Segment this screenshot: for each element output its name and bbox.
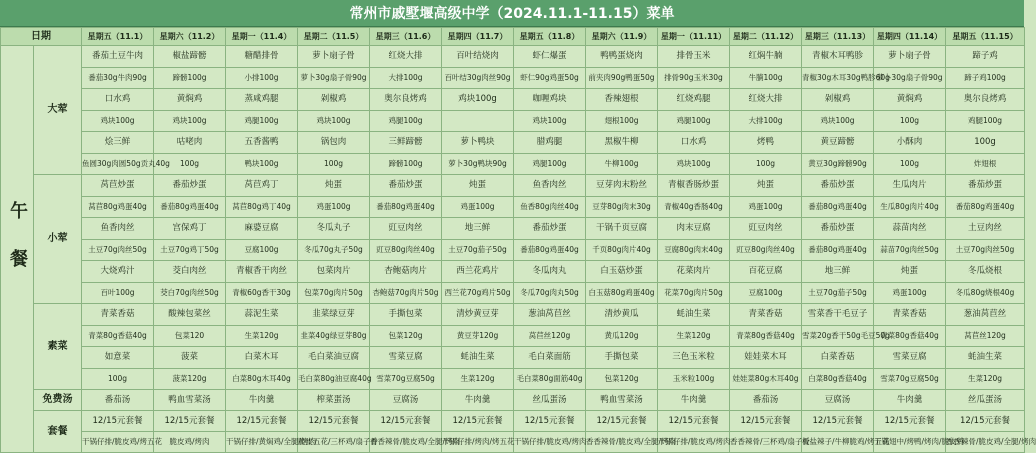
portion-cell: 干锅仔排/脆皮鸡/烤五花 bbox=[82, 432, 154, 453]
dish-cell: 西兰花鸡片 bbox=[442, 261, 514, 283]
dish-cell: 咕咾肉 bbox=[154, 132, 226, 154]
portion-cell: 萝卜30g扇子骨90g bbox=[874, 67, 946, 89]
dish-cell: 12/15元套餐 bbox=[586, 411, 658, 432]
date-cell: 星期六（11.9） bbox=[586, 28, 658, 46]
dish-cell: 番茄土豆牛肉 bbox=[82, 46, 154, 68]
dish-cell: 青椒香肠炒蛋 bbox=[658, 175, 730, 197]
dish-cell: 12/15元套餐 bbox=[226, 411, 298, 432]
portion-cell: 鸡块100g bbox=[802, 110, 874, 132]
dish-cell: 青菜香菇 bbox=[82, 304, 154, 326]
portion-cell: 千页80g肉片40g bbox=[586, 239, 658, 261]
portion-cell: 小排100g bbox=[226, 67, 298, 89]
portion-cell: 蹄子鸡100g bbox=[946, 67, 1025, 89]
portion-cell: 毛白菜80g油豆腐40g bbox=[298, 368, 370, 390]
dish-cell: 莴苣炒蛋 bbox=[82, 175, 154, 197]
date-cell: 星期一（11.4） bbox=[226, 28, 298, 46]
portion-cell: 蒜苗70g肉丝50g bbox=[874, 239, 946, 261]
dish-cell: 蚝油生菜 bbox=[442, 347, 514, 369]
menu-row bbox=[1, 282, 1025, 304]
portion-cell: 土豆70g茄子50g bbox=[442, 239, 514, 261]
dish-cell: 糖醋排骨 bbox=[226, 46, 298, 68]
dish-cell: 青菜香菇 bbox=[874, 304, 946, 326]
dish-cell: 萝卜扇子骨 bbox=[298, 46, 370, 68]
dish-cell: 韭菜绿豆芽 bbox=[298, 304, 370, 326]
portion-cell: 番茄80g鸡蛋40g bbox=[802, 239, 874, 261]
dish-cell: 雪菜香干毛豆子 bbox=[802, 304, 874, 326]
dish-cell: 排骨玉米 bbox=[658, 46, 730, 68]
dish-cell: 鱼香肉丝 bbox=[82, 218, 154, 240]
portion-cell: 黄豆30g蹄髈90g bbox=[802, 153, 874, 175]
portion-cell: 豆腐80g肉末40g bbox=[658, 239, 730, 261]
portion-cell: 鸡块100g bbox=[514, 110, 586, 132]
portion-cell: 豆腐100g bbox=[226, 239, 298, 261]
portion-cell: 番茄80g鸡蛋40g bbox=[946, 196, 1025, 218]
dish-cell: 毛白菜面筋 bbox=[514, 347, 586, 369]
menu-row bbox=[1, 110, 1025, 132]
dish-cell: 番茄汤 bbox=[82, 390, 154, 411]
portion-cell: 干锅仔排/脆皮鸡/烤肉 bbox=[658, 432, 730, 453]
dish-cell: 冬瓜丸子 bbox=[298, 218, 370, 240]
date-cell: 星期五（11.15） bbox=[946, 28, 1025, 46]
dish-cell: 丝瓜蛋汤 bbox=[514, 390, 586, 411]
menu-row bbox=[1, 132, 1025, 154]
dish-cell: 12/15元套餐 bbox=[514, 411, 586, 432]
dish-cell: 豆腐汤 bbox=[802, 390, 874, 411]
dish-cell: 番茄炒蛋 bbox=[802, 218, 874, 240]
dish-cell: 炖蛋 bbox=[442, 175, 514, 197]
dish-cell: 清炒黄豆芽 bbox=[442, 304, 514, 326]
portion-cell: 花菜70g肉片50g bbox=[658, 282, 730, 304]
dish-cell: 百叶结烧肉 bbox=[442, 46, 514, 68]
section-label: 小荤 bbox=[34, 175, 82, 304]
portion-cell: 鸡蛋100g bbox=[442, 196, 514, 218]
menu-row bbox=[1, 239, 1025, 261]
portion-cell: 土豆70g肉丝50g bbox=[946, 239, 1025, 261]
dish-cell: 榨菜蛋汤 bbox=[298, 390, 370, 411]
date-cell: 星期一（11.11） bbox=[658, 28, 730, 46]
portion-cell: 鸡块100g bbox=[298, 110, 370, 132]
dish-cell: 白玉菇炒蛋 bbox=[586, 261, 658, 283]
dish-cell: 手撕包菜 bbox=[586, 347, 658, 369]
dish-cell: 口水鸡 bbox=[82, 89, 154, 111]
dish-cell: 豇豆肉丝 bbox=[370, 218, 442, 240]
portion-cell: 包菜120g bbox=[586, 368, 658, 390]
dish-cell: 番茄炒蛋 bbox=[802, 175, 874, 197]
dish-cell: 冬瓜肉丸 bbox=[514, 261, 586, 283]
section-label: 素菜 bbox=[34, 304, 82, 390]
portion-cell: 牛腩100g bbox=[730, 67, 802, 89]
dish-cell: 黄焖鸡 bbox=[154, 89, 226, 111]
dish-cell: 牛肉羹 bbox=[226, 390, 298, 411]
portion-cell: 白菜80g香菇40g bbox=[802, 368, 874, 390]
portion-cell: 白玉菇80g鸡蛋40g bbox=[586, 282, 658, 304]
menu-row bbox=[1, 46, 1025, 68]
dish-cell: 豆腐汤 bbox=[370, 390, 442, 411]
menu-table bbox=[0, 27, 1036, 453]
portion-cell: 黄豆芽120g bbox=[442, 325, 514, 347]
dish-cell: 鸡块100g bbox=[442, 89, 514, 111]
portion-cell: 番茄80g鸡蛋40g bbox=[802, 196, 874, 218]
dish-cell: 雪菜豆腐 bbox=[874, 347, 946, 369]
portion-cell: 鸡蛋100g bbox=[874, 282, 946, 304]
dish-cell: 冬瓜烧根 bbox=[946, 261, 1025, 283]
portion-cell: 100g bbox=[874, 153, 946, 175]
dish-cell: 番茄汤 bbox=[730, 390, 802, 411]
dish-cell: 牛肉羹 bbox=[658, 390, 730, 411]
portion-cell: 鸡腿100g bbox=[658, 110, 730, 132]
dish-cell: 清炒黄瓜 bbox=[586, 304, 658, 326]
date-cell: 星期四（11.7） bbox=[442, 28, 514, 46]
dish-cell: 12/15元套餐 bbox=[946, 411, 1025, 432]
dish-cell: 萝卜鸭块 bbox=[442, 132, 514, 154]
portion-cell: 白菜80g木耳40g bbox=[226, 368, 298, 390]
portion-cell: 毛白菜80g面筋40g bbox=[514, 368, 586, 390]
portion-cell: 萝卜30g鸭块90g bbox=[442, 153, 514, 175]
dish-cell: 葱油莴苣丝 bbox=[514, 304, 586, 326]
portion-cell: 豆腐100g bbox=[730, 282, 802, 304]
dish-cell: 蹄子鸡 bbox=[946, 46, 1025, 68]
portion-cell: 番茄80g鸡蛋40g bbox=[514, 239, 586, 261]
dish-cell: 香辣翅根 bbox=[586, 89, 658, 111]
dish-cell: 奥尔良烤鸡 bbox=[946, 89, 1025, 111]
portion-cell: 香香辣骨/脆皮鸡/全腿/烤肉 bbox=[946, 432, 1025, 453]
portion-cell: 鸡块100g bbox=[154, 110, 226, 132]
dish-cell: 锅包肉 bbox=[298, 132, 370, 154]
dish-cell: 肉末豆腐 bbox=[658, 218, 730, 240]
dish-cell: 三色玉米粒 bbox=[658, 347, 730, 369]
portion-cell: 番茄30g牛肉90g bbox=[82, 67, 154, 89]
portion-cell: 100g bbox=[298, 153, 370, 175]
portion-cell: 100g bbox=[154, 153, 226, 175]
portion-cell: 大排100g bbox=[730, 110, 802, 132]
portion-cell: 翅根100g bbox=[586, 110, 658, 132]
dish-cell: 蒸咸鸡腿 bbox=[226, 89, 298, 111]
dish-cell: 萝卜扇子骨 bbox=[874, 46, 946, 68]
portion-cell: 鸡块100g bbox=[658, 153, 730, 175]
dish-cell: 蚝油生菜 bbox=[946, 347, 1025, 369]
dish-cell: 毛白菜油豆腐 bbox=[298, 347, 370, 369]
portion-cell: 冬瓜80g烧根40g bbox=[946, 282, 1025, 304]
dish-cell: 口水鸡 bbox=[658, 132, 730, 154]
portion-cell: 板盐辣子/牛柳脆鸡/烤五花 bbox=[802, 432, 874, 453]
dish-cell: 生瓜肉片 bbox=[874, 175, 946, 197]
dish-cell: 地三鲜 bbox=[442, 218, 514, 240]
portion-cell: 香香辣骨/脆皮鸡/全腿/烤肉 bbox=[370, 432, 442, 453]
dish-cell: 包菜肉片 bbox=[298, 261, 370, 283]
portion-cell: 生菜120g bbox=[226, 325, 298, 347]
portion-cell: 莴苣丝120g bbox=[946, 325, 1025, 347]
portion-cell: 百叶100g bbox=[82, 282, 154, 304]
portion-cell: 土豆70g鸡丁50g bbox=[154, 239, 226, 261]
portion-cell: 鸡腿100g bbox=[946, 110, 1025, 132]
portion-cell: 鱼香80g肉丝40g bbox=[514, 196, 586, 218]
portion-cell: 茭白70g肉丝50g bbox=[154, 282, 226, 304]
dish-cell: 黄焖鸡 bbox=[874, 89, 946, 111]
portion-cell: 鸡腿100g bbox=[370, 110, 442, 132]
portion-cell: 莴苣80g鸡丁40g bbox=[226, 196, 298, 218]
portion-cell: 生菜120g bbox=[946, 368, 1025, 390]
date-cell: 星期二（11.5） bbox=[298, 28, 370, 46]
dish-cell: 番茄炒蛋 bbox=[154, 175, 226, 197]
dish-cell: 青菜香菇 bbox=[730, 304, 802, 326]
dish-cell: 红焖牛腩 bbox=[730, 46, 802, 68]
portion-cell: 百叶结30g肉丝90g bbox=[442, 67, 514, 89]
portion-cell: 脆皮鸡/烤肉 bbox=[154, 432, 226, 453]
dish-cell: 青椒香干肉丝 bbox=[226, 261, 298, 283]
portion-cell: 生菜120g bbox=[442, 368, 514, 390]
dish-cell: 12/15元套餐 bbox=[154, 411, 226, 432]
menu-row bbox=[1, 368, 1025, 390]
dish-cell: 炖蛋 bbox=[730, 175, 802, 197]
portion-cell: 包菜120 bbox=[154, 325, 226, 347]
dish-cell: 如意菜 bbox=[82, 347, 154, 369]
section-label: 大荤 bbox=[34, 46, 82, 175]
portion-cell: 番茄80g鸡蛋40g bbox=[154, 196, 226, 218]
portion-cell bbox=[442, 110, 514, 132]
portion-cell: 青椒40g香肠40g bbox=[658, 196, 730, 218]
portion-cell: 冬瓜70g丸子50g bbox=[298, 239, 370, 261]
dish-cell: 黑椒牛柳 bbox=[586, 132, 658, 154]
dish-cell: 炖蛋 bbox=[874, 261, 946, 283]
dish-cell: 蒜苗肉丝 bbox=[874, 218, 946, 240]
portion-cell: 鸡腿100g bbox=[514, 153, 586, 175]
dish-cell: 牛肉羹 bbox=[874, 390, 946, 411]
portion-cell: 脆皮五花/三杯鸡/扇子骨 bbox=[298, 432, 370, 453]
dish-cell: 12/15元套餐 bbox=[298, 411, 370, 432]
dish-cell: 蚝油生菜 bbox=[658, 304, 730, 326]
portion-cell: 玉米粒100g bbox=[658, 368, 730, 390]
dish-cell: 大烧鸡汁 bbox=[82, 261, 154, 283]
dish-cell: 酸辣包菜丝 bbox=[154, 304, 226, 326]
dish-cell: 土豆肉丝 bbox=[946, 218, 1025, 240]
portion-cell: 鸡块100g bbox=[82, 110, 154, 132]
date-cell: 星期五（11.8） bbox=[514, 28, 586, 46]
section-label: 套餐 bbox=[34, 411, 82, 453]
date-cell: 星期二（11.12） bbox=[730, 28, 802, 46]
menu-row bbox=[1, 153, 1025, 175]
menu-row bbox=[1, 67, 1025, 89]
dish-cell: 12/15元套餐 bbox=[658, 411, 730, 432]
portion-cell: 青椒60g香干30g bbox=[226, 282, 298, 304]
date-label: 日期 bbox=[1, 28, 82, 46]
portion-cell: 100g bbox=[82, 368, 154, 390]
portion-cell: 豆芽80g肉末30g bbox=[586, 196, 658, 218]
portion-cell: 黄瓜120g bbox=[586, 325, 658, 347]
date-header-row bbox=[1, 28, 1025, 46]
menu-row bbox=[1, 325, 1025, 347]
menu-row bbox=[1, 175, 1025, 197]
dish-cell: 12/15元套餐 bbox=[82, 411, 154, 432]
dish-cell: 红烧大排 bbox=[370, 46, 442, 68]
dish-cell: 咖喱鸡块 bbox=[514, 89, 586, 111]
date-cell: 星期三（11.13） bbox=[802, 28, 874, 46]
portion-cell: 莴苣丝120g bbox=[514, 325, 586, 347]
dish-cell: 牛肉羹 bbox=[442, 390, 514, 411]
dish-cell: 番茄炒蛋 bbox=[370, 175, 442, 197]
menu-row bbox=[1, 390, 1025, 411]
dish-cell: 番茄炒蛋 bbox=[514, 218, 586, 240]
portion-cell: 蹄髈100g bbox=[370, 153, 442, 175]
dish-cell: 青椒木耳鸭胗 bbox=[802, 46, 874, 68]
dish-cell: 12/15元套餐 bbox=[802, 411, 874, 432]
menu-row bbox=[1, 304, 1025, 326]
dish-cell: 干锅千页豆腐 bbox=[586, 218, 658, 240]
date-cell: 星期六（11.2） bbox=[154, 28, 226, 46]
portion-cell: 包菜120g bbox=[370, 325, 442, 347]
portion-cell: 青菜80g香菇40g bbox=[82, 325, 154, 347]
dish-cell: 奥尔良烤鸡 bbox=[370, 89, 442, 111]
dish-cell: 12/15元套餐 bbox=[730, 411, 802, 432]
dish-cell: 100g bbox=[946, 132, 1025, 154]
portion-cell: 100g bbox=[730, 153, 802, 175]
dish-cell: 杏鲍菇肉片 bbox=[370, 261, 442, 283]
dish-cell: 娃娃菜木耳 bbox=[730, 347, 802, 369]
dish-cell: 白菜木耳 bbox=[226, 347, 298, 369]
dish-cell: 烤鸭 bbox=[730, 132, 802, 154]
dish-cell: 剁椒鸡 bbox=[298, 89, 370, 111]
dish-cell: 鱼香肉丝 bbox=[514, 175, 586, 197]
portion-cell: 青菜80g香菇40g bbox=[874, 325, 946, 347]
portion-cell: 青菜80g香菇40g bbox=[730, 325, 802, 347]
portion-cell: 鸡蛋100g bbox=[730, 196, 802, 218]
dish-cell: 12/15元套餐 bbox=[370, 411, 442, 432]
dish-cell: 三鲜蹄髈 bbox=[370, 132, 442, 154]
menu-row bbox=[1, 432, 1025, 453]
dish-cell: 宫保鸡丁 bbox=[154, 218, 226, 240]
dish-cell: 腊鸡腿 bbox=[514, 132, 586, 154]
dish-cell: 红烧大排 bbox=[730, 89, 802, 111]
dish-cell: 蒜泥生菜 bbox=[226, 304, 298, 326]
portion-cell: 莴苣80g鸡蛋40g bbox=[82, 196, 154, 218]
menu-row bbox=[1, 218, 1025, 240]
menu-row bbox=[1, 411, 1025, 432]
section-label: 免费汤 bbox=[34, 390, 82, 411]
portion-cell: 鸭块100g bbox=[226, 153, 298, 175]
dish-cell: 鸭血雪菜汤 bbox=[154, 390, 226, 411]
dish-cell: 手撕包菜 bbox=[370, 304, 442, 326]
portion-cell: 番茄80g鸡蛋40g bbox=[370, 196, 442, 218]
portion-cell: 香香辣骨/脆皮鸡/全腿/烤肉 bbox=[586, 432, 658, 453]
dish-cell: 茭白肉丝 bbox=[154, 261, 226, 283]
dish-cell: 花菜肉片 bbox=[658, 261, 730, 283]
portion-cell: 生瓜80g肉片40g bbox=[874, 196, 946, 218]
dish-cell: 菠菜 bbox=[154, 347, 226, 369]
dish-cell: 五香酱鸭 bbox=[226, 132, 298, 154]
dish-cell: 鸭鸭蛋烧肉 bbox=[586, 46, 658, 68]
portion-cell: 杏鲍菇70g肉片50g bbox=[370, 282, 442, 304]
portion-cell: 冬瓜70g肉丸50g bbox=[514, 282, 586, 304]
dish-cell: 烩三鲜 bbox=[82, 132, 154, 154]
dish-cell: 莴苣鸡丁 bbox=[226, 175, 298, 197]
portion-cell: 虾仁90g鸡蛋50g bbox=[514, 67, 586, 89]
portion-cell: 鸡腿100g bbox=[226, 110, 298, 132]
portion-cell: 牛柳100g bbox=[586, 153, 658, 175]
menu-row bbox=[1, 261, 1025, 283]
portion-cell: 豇豆80g肉丝40g bbox=[370, 239, 442, 261]
portion-cell: 青椒30g木耳30g鸭胗60g bbox=[802, 67, 874, 89]
portion-cell: 萝卜30g扇子骨90g bbox=[298, 67, 370, 89]
portion-cell: 蹄髈100g bbox=[154, 67, 226, 89]
date-cell: 星期四（11.14） bbox=[874, 28, 946, 46]
dish-cell: 番茄炒蛋 bbox=[946, 175, 1025, 197]
dish-cell: 葱油莴苣丝 bbox=[946, 304, 1025, 326]
dish-cell: 百花豆腐 bbox=[730, 261, 802, 283]
date-cell: 星期五（11.1） bbox=[82, 28, 154, 46]
dish-cell: 地三鲜 bbox=[802, 261, 874, 283]
portion-cell: 干锅仔排/烤肉/烤五花 bbox=[442, 432, 514, 453]
portion-cell: 豇豆80g肉丝40g bbox=[730, 239, 802, 261]
portion-cell: 菠菜120g bbox=[154, 368, 226, 390]
dish-cell: 豆芽肉末粉丝 bbox=[586, 175, 658, 197]
portion-cell: 鸡蛋100g bbox=[298, 196, 370, 218]
portion-cell: 雪菜20g香干50g毛豆50g bbox=[802, 325, 874, 347]
portion-cell: 生菜120g bbox=[658, 325, 730, 347]
dish-cell: 椒盐蹄髈 bbox=[154, 46, 226, 68]
portion-cell: 排骨90g玉米30g bbox=[658, 67, 730, 89]
dish-cell: 黄豆蹄髈 bbox=[802, 132, 874, 154]
portion-cell: 韭菜40g绿豆芽80g bbox=[298, 325, 370, 347]
menu-row bbox=[1, 89, 1025, 111]
portion-cell: 干锅仔排/脆皮鸡/烤肉 bbox=[514, 432, 586, 453]
portion-cell: 雪菜70g豆腐50g bbox=[874, 368, 946, 390]
portion-cell: 干锅仔排/黄焖鸡/全腿/烤肉 bbox=[226, 432, 298, 453]
portion-cell: 娃娃菜80g木耳40g bbox=[730, 368, 802, 390]
portion-cell: 西兰花70g鸡片50g bbox=[442, 282, 514, 304]
dish-cell: 白菜香菇 bbox=[802, 347, 874, 369]
portion-cell: 土豆70g肉丝50g bbox=[82, 239, 154, 261]
dish-cell: 12/15元套餐 bbox=[442, 411, 514, 432]
dish-cell: 丝瓜蛋汤 bbox=[946, 390, 1025, 411]
portion-cell: 包菜70g肉片50g bbox=[298, 282, 370, 304]
portion-cell: 炸翅根 bbox=[946, 153, 1025, 175]
dish-cell: 雪菜豆腐 bbox=[370, 347, 442, 369]
portion-cell: 大排100g bbox=[370, 67, 442, 89]
portion-cell: 干锅翅中/烤鸭/烤肉/脆皮鸡 bbox=[874, 432, 946, 453]
menu-row bbox=[1, 347, 1025, 369]
meal-label: 午餐 bbox=[1, 46, 34, 453]
menu-row bbox=[1, 196, 1025, 218]
portion-cell: 香香辣骨/三杯鸡/扇子骨 bbox=[730, 432, 802, 453]
dish-cell: 红烧鸡腿 bbox=[658, 89, 730, 111]
date-cell: 星期三（11.6） bbox=[370, 28, 442, 46]
dish-cell: 小酥肉 bbox=[874, 132, 946, 154]
dish-cell: 麻婆豆腐 bbox=[226, 218, 298, 240]
dish-cell: 12/15元套餐 bbox=[874, 411, 946, 432]
portion-cell: 100g bbox=[874, 110, 946, 132]
dish-cell: 豇豆肉丝 bbox=[730, 218, 802, 240]
portion-cell: 土豆70g茄子50g bbox=[802, 282, 874, 304]
dish-cell: 炖蛋 bbox=[298, 175, 370, 197]
portion-cell: 前夹肉90g鸭蛋50g bbox=[586, 67, 658, 89]
dish-cell: 剁椒鸡 bbox=[802, 89, 874, 111]
dish-cell: 虾仁爆蛋 bbox=[514, 46, 586, 68]
menu-title: 常州市戚墅堰高级中学（2024.11.1-11.15）菜单 bbox=[0, 0, 1024, 27]
portion-cell: 鱼圆30g肉圆50g贡丸40g bbox=[82, 153, 154, 175]
dish-cell: 鸭血雪菜汤 bbox=[586, 390, 658, 411]
portion-cell: 雪菜70g豆腐50g bbox=[370, 368, 442, 390]
